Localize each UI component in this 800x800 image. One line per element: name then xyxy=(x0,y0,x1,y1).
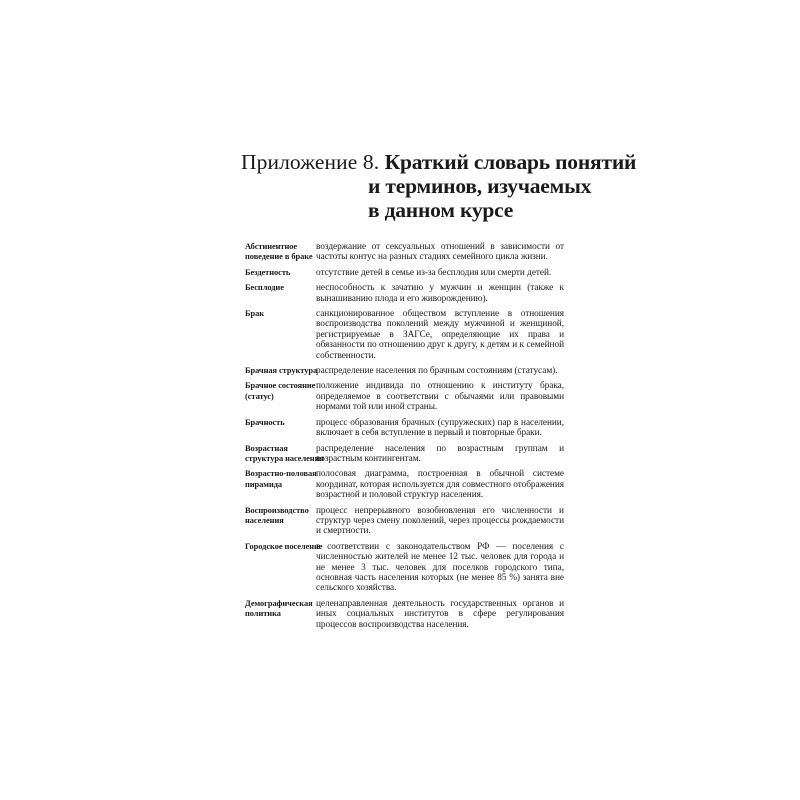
appendix-title-line-3: в данном курсе xyxy=(368,198,514,222)
appendix-number: Приложение 8. xyxy=(241,150,380,174)
glossary-definition: положение индивида по отношению к институту брака, определяемое в соответствии с обычаями или правовыми нормами той или иной страны. xyxy=(316,381,564,413)
glossary-definition: полосовая диаграмма, построенная в обычной системе координат, которая используется для совместного отображения возрастной и половой структур населения. xyxy=(316,469,564,501)
glossary-definition: в соответствии с законодательством РФ — поселения с численностью жителей не менее 12 тыс. человек для города и не менее 3 тыс. человек для поселков городского типа, основная часть населения которых (не менее 85 %) занята вне сельского хозяйства. xyxy=(316,541,564,594)
glossary-entry xyxy=(245,599,565,630)
glossary-term: Брачное состояние (статус) xyxy=(245,381,316,401)
glossary-definition: процесс непрерывного возобновления его численности и структур через смену поколений, через процессы рождаемости и смертности. xyxy=(316,505,564,537)
glossary-entry xyxy=(245,309,565,361)
glossary-term: Демографическая политика xyxy=(245,598,313,619)
glossary-term: Возрастная структура населения xyxy=(245,443,324,463)
glossary-term: Брачность xyxy=(245,417,285,427)
glossary-definition: процесс образования брачных (супружеских) пар в населении, включает в себя вступление в первый и повторные браки. xyxy=(316,417,564,439)
glossary-entry xyxy=(245,381,565,412)
heading-line-1 xyxy=(241,150,637,174)
appendix-title-line-1: Краткий словарь понятий xyxy=(384,150,637,174)
glossary-term: Воспроизводство населения xyxy=(245,505,309,525)
glossary-term: Брачная структура xyxy=(245,366,318,376)
glossary-definition: санкционированное обществом вступление в отношения воспроизводства поколений между мужчиной и женщиной, регистрируемые в ЗАГСе, определяющие их права и обязанности по отношению друг к другу, к детям и к семейной собственности. xyxy=(316,309,564,361)
glossary-entry xyxy=(245,418,565,439)
glossary-definition: отсутствие детей в семье из-за бесплодия или смерти детей. xyxy=(316,267,552,278)
glossary-entry xyxy=(245,444,565,465)
glossary-definition: распределение населения по возрастным группам и возрастным контингентам. xyxy=(316,443,564,464)
glossary-term: Бесплодие xyxy=(245,283,284,293)
glossary-definition: распределение населения по брачным состояниям (статусам). xyxy=(316,366,558,377)
glossary-entry xyxy=(245,283,565,304)
glossary-entry xyxy=(245,506,565,537)
glossary-term: Абстинентное поведение в браке xyxy=(245,242,313,262)
glossary-entry xyxy=(245,242,565,263)
glossary-definition: воздержание от сексуальных отношений в зависимости от частоты контус на разных стадиях семейного цикла жизни. xyxy=(316,242,564,263)
glossary-list xyxy=(245,242,565,635)
glossary-entry xyxy=(245,469,565,500)
appendix-title-line-2: и терминов, изучаемых xyxy=(368,174,592,198)
glossary-entry xyxy=(245,268,565,278)
glossary-term: Бездетность xyxy=(245,267,291,277)
glossary-term: Городское поселение xyxy=(245,541,323,551)
glossary-definition: неспособность к зачатию у мужчин и женщин (также к вынашиванию плода и его живорождению). xyxy=(316,283,564,304)
glossary-term: Возрастно-половая пирамида xyxy=(245,469,317,489)
glossary-term: Брак xyxy=(245,309,265,319)
glossary-entry xyxy=(245,366,565,376)
glossary-definition: целенаправленная деятельность государственных органов и иных социальных институтов в сфере регулирования процессов воспроизводства населения. xyxy=(316,598,564,630)
appendix-heading xyxy=(241,150,637,222)
glossary-entry xyxy=(245,542,565,594)
